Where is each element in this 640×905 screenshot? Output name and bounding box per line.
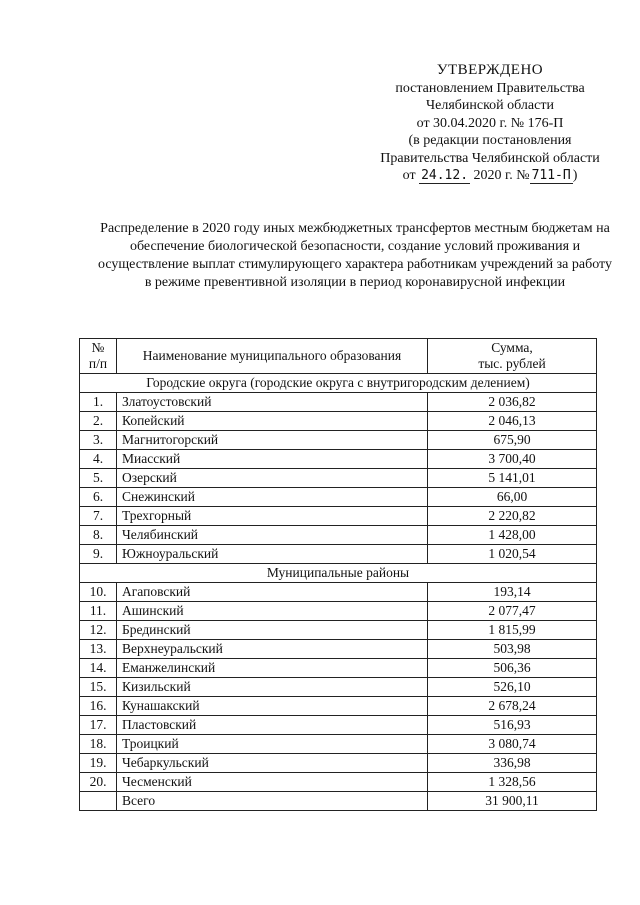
row-name: Миасский — [117, 450, 428, 469]
row-name: Чебаркульский — [117, 754, 428, 773]
row-sum: 336,98 — [428, 754, 597, 773]
approval-line-6-prefix: от — [402, 168, 416, 183]
row-num: 5. — [80, 469, 117, 488]
total-num-empty — [80, 792, 117, 811]
table-row — [80, 640, 597, 659]
approval-line-3: от 30.04.2020 г. № 176-П — [416, 115, 564, 131]
table-row — [80, 488, 597, 507]
section-row-municipal-districts — [80, 564, 597, 583]
total-row — [80, 792, 597, 811]
row-sum: 1 428,00 — [428, 526, 597, 545]
row-num: 10. — [80, 583, 117, 602]
section-title: Муниципальные районы — [80, 564, 597, 583]
table-row — [80, 678, 597, 697]
header-sum-line-2: тыс. рублей — [478, 356, 546, 371]
table-row — [80, 602, 597, 621]
row-num: 15. — [80, 678, 117, 697]
table-header-row — [80, 339, 597, 374]
row-sum: 516,93 — [428, 716, 597, 735]
row-num: 6. — [80, 488, 117, 507]
table-row — [80, 431, 597, 450]
row-name: Пластовский — [117, 716, 428, 735]
handwritten-date: 24.12. — [421, 168, 469, 183]
table-row — [80, 412, 597, 431]
row-sum: 503,98 — [428, 640, 597, 659]
row-num: 13. — [80, 640, 117, 659]
row-name: Брединский — [117, 621, 428, 640]
table-row — [80, 697, 597, 716]
row-num: 11. — [80, 602, 117, 621]
row-num: 3. — [80, 431, 117, 450]
row-name: Копейский — [117, 412, 428, 431]
row-sum: 3 700,40 — [428, 450, 597, 469]
row-sum: 675,90 — [428, 431, 597, 450]
row-sum: 526,10 — [428, 678, 597, 697]
row-num: 17. — [80, 716, 117, 735]
table-row — [80, 526, 597, 545]
total-label: Всего — [117, 792, 428, 811]
row-name: Верхнеуральский — [117, 640, 428, 659]
table-row — [80, 659, 597, 678]
approval-line-6-suffix: ) — [572, 168, 578, 183]
approval-title: УТВЕРЖДЕНО — [436, 62, 544, 78]
row-name: Троицкий — [117, 735, 428, 754]
row-num: 4. — [80, 450, 117, 469]
header-sum — [428, 339, 597, 374]
table-row — [80, 507, 597, 526]
header-name: Наименование муниципального образования — [117, 339, 428, 374]
approval-line-1: постановлением Правительства — [395, 80, 585, 96]
row-sum: 193,14 — [428, 583, 597, 602]
approval-stamp — [340, 62, 640, 185]
row-sum: 2 046,13 — [428, 412, 597, 431]
row-sum: 1 020,54 — [428, 545, 597, 564]
row-name: Златоустовский — [117, 393, 428, 412]
table-row — [80, 545, 597, 564]
distribution-table — [79, 338, 597, 811]
row-sum: 66,00 — [428, 488, 597, 507]
table-row — [80, 735, 597, 754]
row-sum: 506,36 — [428, 659, 597, 678]
row-num: 19. — [80, 754, 117, 773]
row-num: 12. — [80, 621, 117, 640]
header-num — [80, 339, 117, 374]
table-row — [80, 469, 597, 488]
row-name: Ашинский — [117, 602, 428, 621]
header-sum-line-1: Сумма, — [491, 340, 533, 355]
approval-line-6 — [340, 167, 640, 185]
handwritten-number: 711-П — [531, 168, 571, 183]
section-row-city-districts — [80, 374, 597, 393]
row-name: Агаповский — [117, 583, 428, 602]
table-row — [80, 716, 597, 735]
header-num-line-1: № — [91, 340, 105, 355]
row-name: Кизильский — [117, 678, 428, 697]
row-num: 14. — [80, 659, 117, 678]
row-name: Челябинский — [117, 526, 428, 545]
row-num: 16. — [80, 697, 117, 716]
row-sum: 1 815,99 — [428, 621, 597, 640]
row-num: 9. — [80, 545, 117, 564]
row-sum: 2 036,82 — [428, 393, 597, 412]
row-num: 20. — [80, 773, 117, 792]
total-sum: 31 900,11 — [428, 792, 597, 811]
approval-line-2: Челябинской области — [426, 98, 554, 113]
row-name: Еманжелинский — [117, 659, 428, 678]
row-num: 7. — [80, 507, 117, 526]
row-num: 8. — [80, 526, 117, 545]
table-row — [80, 450, 597, 469]
row-sum: 1 328,56 — [428, 773, 597, 792]
row-name: Озерский — [117, 469, 428, 488]
row-name: Магнитогорский — [117, 431, 428, 450]
table-row — [80, 393, 597, 412]
row-sum: 2 678,24 — [428, 697, 597, 716]
approval-line-4: (в редакции постановления — [408, 133, 572, 148]
row-num: 1. — [80, 393, 117, 412]
header-num-line-2: п/п — [88, 356, 108, 371]
row-sum: 2 220,82 — [428, 507, 597, 526]
row-num: 18. — [80, 735, 117, 754]
approval-line-5: Правительства Челябинской области — [380, 150, 600, 166]
row-name: Трехгорный — [117, 507, 428, 526]
document-title: Распределение в 2020 году иных межбюджетных трансфертов местным бюджетам на обеспечение биологической безопасности, создание условий проживания и осуществление выплат стимулирующего характера работникам учреждений за работу в режиме превентивной изоляции в период коронавирусной инфекции — [98, 221, 612, 290]
row-sum: 5 141,01 — [428, 469, 597, 488]
row-name: Кунашакский — [117, 697, 428, 716]
table-row — [80, 621, 597, 640]
section-title: Городские округа (городские округа с внутригородским делением) — [80, 374, 597, 393]
table-row — [80, 583, 597, 602]
row-name: Чесменский — [117, 773, 428, 792]
row-sum: 3 080,74 — [428, 735, 597, 754]
row-name: Снежинский — [117, 488, 428, 507]
table-row — [80, 773, 597, 792]
row-name: Южноуральский — [117, 545, 428, 564]
approval-line-6-mid: 2020 г. № — [473, 168, 530, 183]
row-num: 2. — [80, 412, 117, 431]
table-body — [80, 374, 597, 811]
row-sum: 2 077,47 — [428, 602, 597, 621]
table-row — [80, 754, 597, 773]
